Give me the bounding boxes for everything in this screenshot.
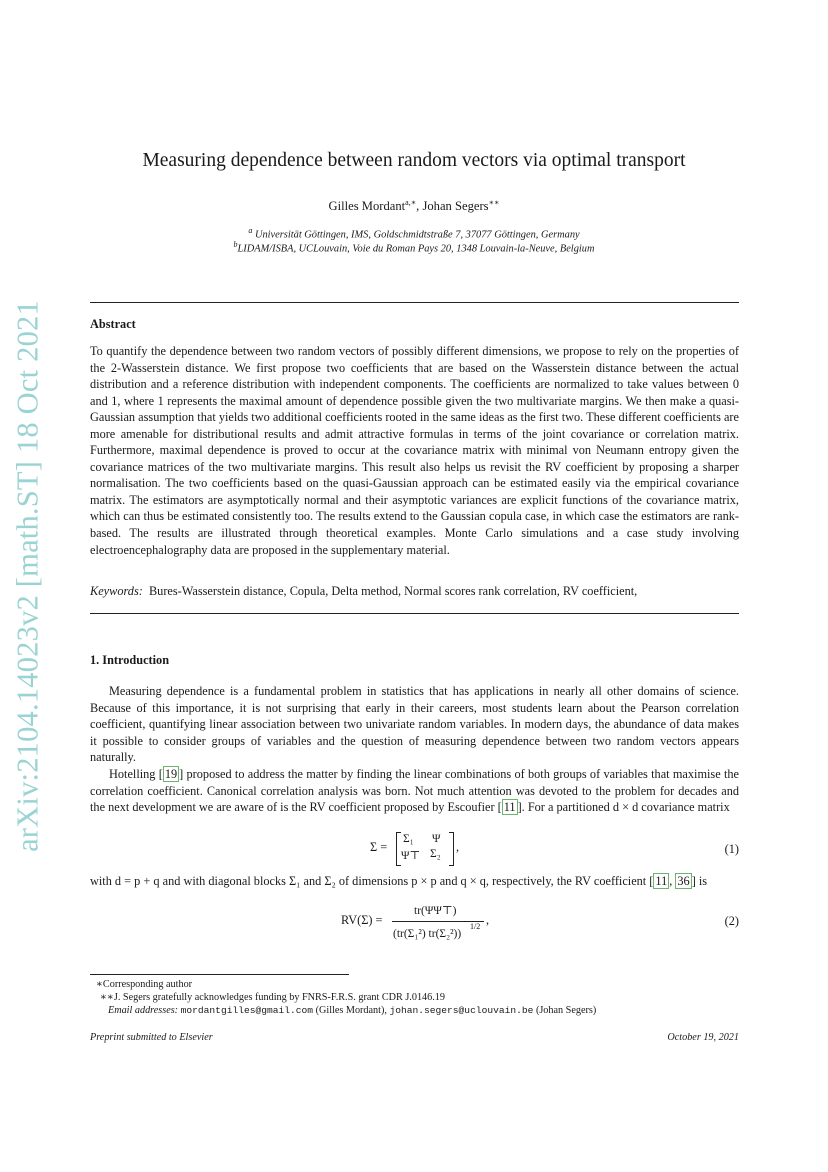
abstract-text: To quantify the dependence between two random vectors of possibly different dimensions, we propose to rely on the properties of the 2-Wasserstein distance. We first propose two coefficients that are based on the Wasserstein distance between the actual distribution and a reference distribution with independent components. The coefficients are normalized to take values between 0 and 1, where 1 represents the maximal amount of dependence possible given the two multivariate margins. We then make a quasi-Gaussian assumption that yields two additional coefficients rooted in the same ideas as the first two. These different coefficients are more amenable for distributional results and admit attractive formulas in terms of the joint covariance or correlation matrix. Furthermore, maximal dependence is proved to occur at the covariance matrix with minimal von Neumann entropy given the covariance matrices of the two multivariate margins. This result also helps us revisit the RV coefficient by proposing a sharper normalisation. The two coefficients based on the quasi-Gaussian approach can be estimated easily via the empirical covariance matrix. The estimators are asymptotically normal and their asymptotic variances are explicit functions of the covariance matrix, which can thus be estimated consistently too. The results extend to the Gaussian copula case, in which case the estimators are rank-based. The results are illustrated through theoretical examples. Monte Carlo simulations and a case study involving electroencephalography data are proposed in the supplementary material. [90, 344, 739, 557]
fraction-exponent: 1/2 [470, 922, 481, 931]
arxiv-identifier: arXiv:2104.14023v2 [math.ST] 18 Oct 2021 [10, 300, 45, 852]
divider [90, 302, 739, 303]
author-name: Johan Segers [422, 199, 489, 214]
footnote-emails [108, 1005, 768, 1016]
matrix-cell: Σ₁ [403, 833, 414, 845]
email-address[interactable]: johan.segers@uclouvain.be [389, 1005, 534, 1016]
matrix [396, 832, 454, 864]
footnote: ∗∗J. Segers gratefully acknowledges funding by FNRS-F.R.S. grant CDR J.0146.19 [100, 992, 445, 1003]
author-marks: a,∗ [405, 198, 417, 207]
paragraph-text: ] is [691, 874, 708, 888]
email-label: Email addresses: [108, 1005, 179, 1016]
affiliation [0, 226, 828, 240]
matrix-bracket [449, 832, 454, 866]
paragraph-text: ] proposed to address the matter by finding the linear combinations of both groups of variables that maximise the correlation coefficient. Canonical correlation analysis was born. Not much attention was devoted to the problem for decades and the next development we are aware of is the RV coefficient proposed by Escoufier [ [90, 767, 739, 815]
paragraph [90, 873, 739, 890]
arxiv-side-stamp [8, 300, 48, 852]
email-owner: (Johan Segers) [533, 1005, 597, 1016]
keywords-text: Bures-Wasserstein distance, Copula, Delta method, Normal scores rank correlation, RV coefficient, [148, 584, 638, 598]
footer-date: October 19, 2021 [667, 1032, 739, 1043]
paragraph-text: Hotelling [ [109, 767, 163, 781]
affiliation-text: Universität Göttingen, IMS, Goldschmidtstraße 7, 37077 Göttingen, Germany [252, 229, 580, 241]
paper-title: Measuring dependence between random vectors via optimal transport [142, 150, 686, 171]
keywords [90, 584, 739, 599]
footnote: ∗Corresponding author [96, 979, 193, 990]
paragraph-text: with d = p + q and with diagonal blocks Σ₁ and Σ₂ of dimensions p × p and q × q, respectively, the RV coefficient [ [90, 874, 654, 888]
email-address[interactable]: mordantgilles@gmail.com [180, 1005, 314, 1016]
affiliation-text: LIDAM/ISBA, UCLouvain, Voie du Roman Pays 20, 1348 Louvain-la-Neuve, Belgium [237, 243, 595, 255]
matrix-cell: Ψ [432, 833, 441, 845]
footer-left: Preprint submitted to Elsevier [90, 1032, 213, 1043]
citation-link[interactable]: 11 [655, 874, 668, 888]
citation-link[interactable]: 19 [164, 767, 178, 781]
divider [90, 613, 739, 614]
affiliation [0, 240, 828, 254]
equation-lhs: Σ = [370, 840, 388, 854]
author-separator: , [416, 199, 423, 214]
matrix-cell: Σ₂ [430, 848, 441, 860]
affiliation-mark: b [233, 240, 238, 249]
fraction-numerator: tr(ΨΨ⊤) [414, 905, 457, 917]
matrix-cell: Ψ⊤ [401, 850, 421, 862]
paragraph-text: ]. For a partitioned d × d covariance matrix [517, 800, 730, 815]
equation-punct: , [456, 840, 460, 854]
author-marks: ∗∗ [488, 198, 500, 207]
equation-number: (1) [724, 842, 739, 856]
email-owner: (Gilles Mordant), [313, 1005, 390, 1016]
paragraph: Measuring dependence is a fundamental problem in statistics that has applications in nearly all other domains of science. Because of this importance, it is not surprising that early in their careers, most students learn about the Pearson correlation coefficient, quantifying linear association between two univariate random variables. In modern days, the abundance of data makes it possible to consider groups of variables and the question of measuring dependence between two random vectors appears naturally. [90, 684, 739, 765]
affiliation-mark: a [248, 226, 253, 235]
author-name: Gilles Mordant [328, 199, 406, 214]
equation-lhs: RV(Σ) = [341, 913, 383, 927]
footnote-rule [90, 974, 349, 975]
abstract-heading: Abstract [90, 317, 136, 331]
equation-number: (2) [724, 914, 739, 928]
paragraph [90, 766, 739, 816]
citation-link[interactable]: 36 [677, 874, 690, 888]
keywords-label: Keywords: [90, 584, 143, 598]
paragraph-text: , [669, 874, 676, 888]
section-heading: 1. Introduction [90, 653, 170, 667]
citation-link[interactable]: 11 [503, 800, 516, 815]
author-line [0, 198, 828, 214]
equation-punct: , [486, 913, 490, 927]
fraction-denominator: (tr(Σ₁²) tr(Σ₂²)) [393, 928, 462, 940]
